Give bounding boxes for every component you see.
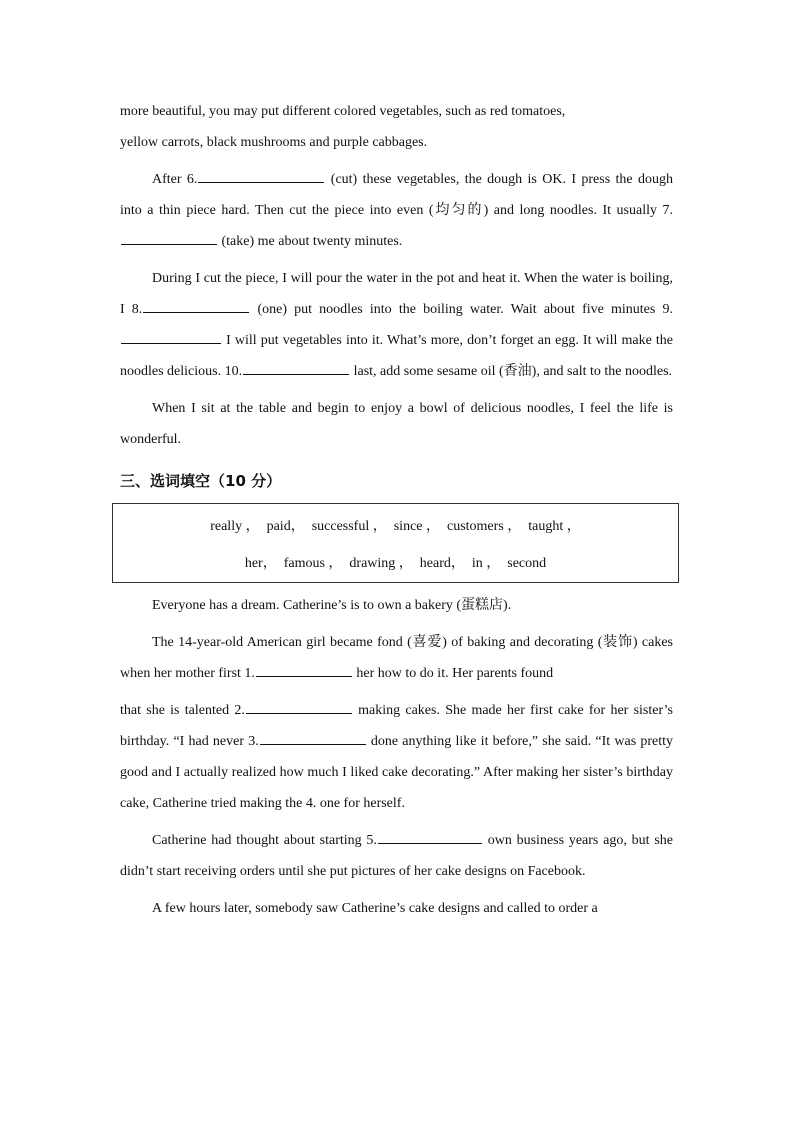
word-bank-text: her， famous ， drawing ， heard， in ， second: [244, 556, 547, 571]
text-segment: During I cut the piece, I will pour the water in the pot and heat it. When the water is boiling, I 8.: [120, 271, 673, 317]
text-segment: (one) put noodles into the boiling water. Wait about five minutes 9.: [250, 302, 673, 317]
answer-blank-5[interactable]: [378, 828, 482, 844]
text-line: more beautiful, you may put different colored vegetables, such as red tomatoes,: [120, 104, 566, 119]
text-segment: last, add some sesame oil (香油), and salt to the noodles.: [350, 364, 673, 379]
paragraph-talented: [120, 695, 673, 819]
paragraph-american-girl: [120, 627, 673, 689]
word-bank-text: really ， paid， successful ， since ， customers ， taught ，: [210, 519, 581, 534]
text-segment: (cut) these vegetables, the dough is OK. I press the dough into a thin piece hard. Then cut the piece into even (均匀的) and long noodles. It usually 7.: [120, 172, 673, 218]
word-bank-row: [113, 554, 678, 574]
word-bank-row: [113, 517, 678, 537]
answer-blank-8[interactable]: [143, 297, 249, 313]
text-segment: The 14-year-old American girl became fond (喜爱) of baking and decorating (装饰) cakes when her mother first 1.: [120, 635, 673, 681]
word-bank-box: [112, 503, 679, 583]
text-segment: I will put vegetables into it. What’s more, don’t forget an egg. It will make the noodles delicious. 10.: [120, 333, 673, 379]
paragraph-few-hours-later: A few hours later, somebody saw Catherine’s cake designs and called to order a: [152, 901, 598, 916]
answer-blank-10[interactable]: [243, 359, 349, 375]
text-segment: Catherine had thought about starting 5.: [152, 833, 377, 848]
text-segment: own business years ago, but she didn’t start receiving orders until she put pictures of her cake designs on Facebook.: [120, 833, 673, 879]
paragraph-during: [120, 263, 673, 387]
paragraph-after-6: [120, 164, 673, 257]
text-segment: After 6.: [152, 172, 198, 187]
answer-blank-2[interactable]: [246, 698, 352, 714]
paragraph-dream: Everyone has a dream. Catherine’s is to own a bakery (蛋糕店).: [152, 598, 512, 613]
paragraph-continuation: [120, 96, 673, 158]
text-segment: her how to do it. Her parents found: [352, 666, 554, 681]
paragraph-conclusion: When I sit at the table and begin to enjoy a bowl of delicious noodles, I feel the life is wonderful.: [120, 401, 673, 447]
answer-blank-6[interactable]: [198, 167, 324, 183]
text-segment: (take) me about twenty minutes.: [218, 234, 403, 249]
section-title: 三、选词填空（10 分）: [120, 472, 282, 490]
text-segment: making cakes. She made her first cake for her sister’s birthday. “I had never 3.: [120, 703, 673, 749]
answer-blank-1[interactable]: [256, 661, 352, 677]
paragraph-business: [120, 825, 673, 887]
text-segment: that she is talented 2.: [120, 703, 245, 718]
document-page: [120, 96, 673, 924]
answer-blank-3[interactable]: [260, 729, 366, 745]
answer-blank-7[interactable]: [121, 229, 217, 245]
text-line: yellow carrots, black mushrooms and purple cabbages.: [120, 135, 428, 150]
text-segment: done anything like it before,” she said. “It was pretty good and I actually realized how much I liked cake decorating.” After making her sister’s birthday cake, Catherine tried making the 4. one for herself.: [120, 734, 673, 811]
answer-blank-9[interactable]: [121, 328, 221, 344]
